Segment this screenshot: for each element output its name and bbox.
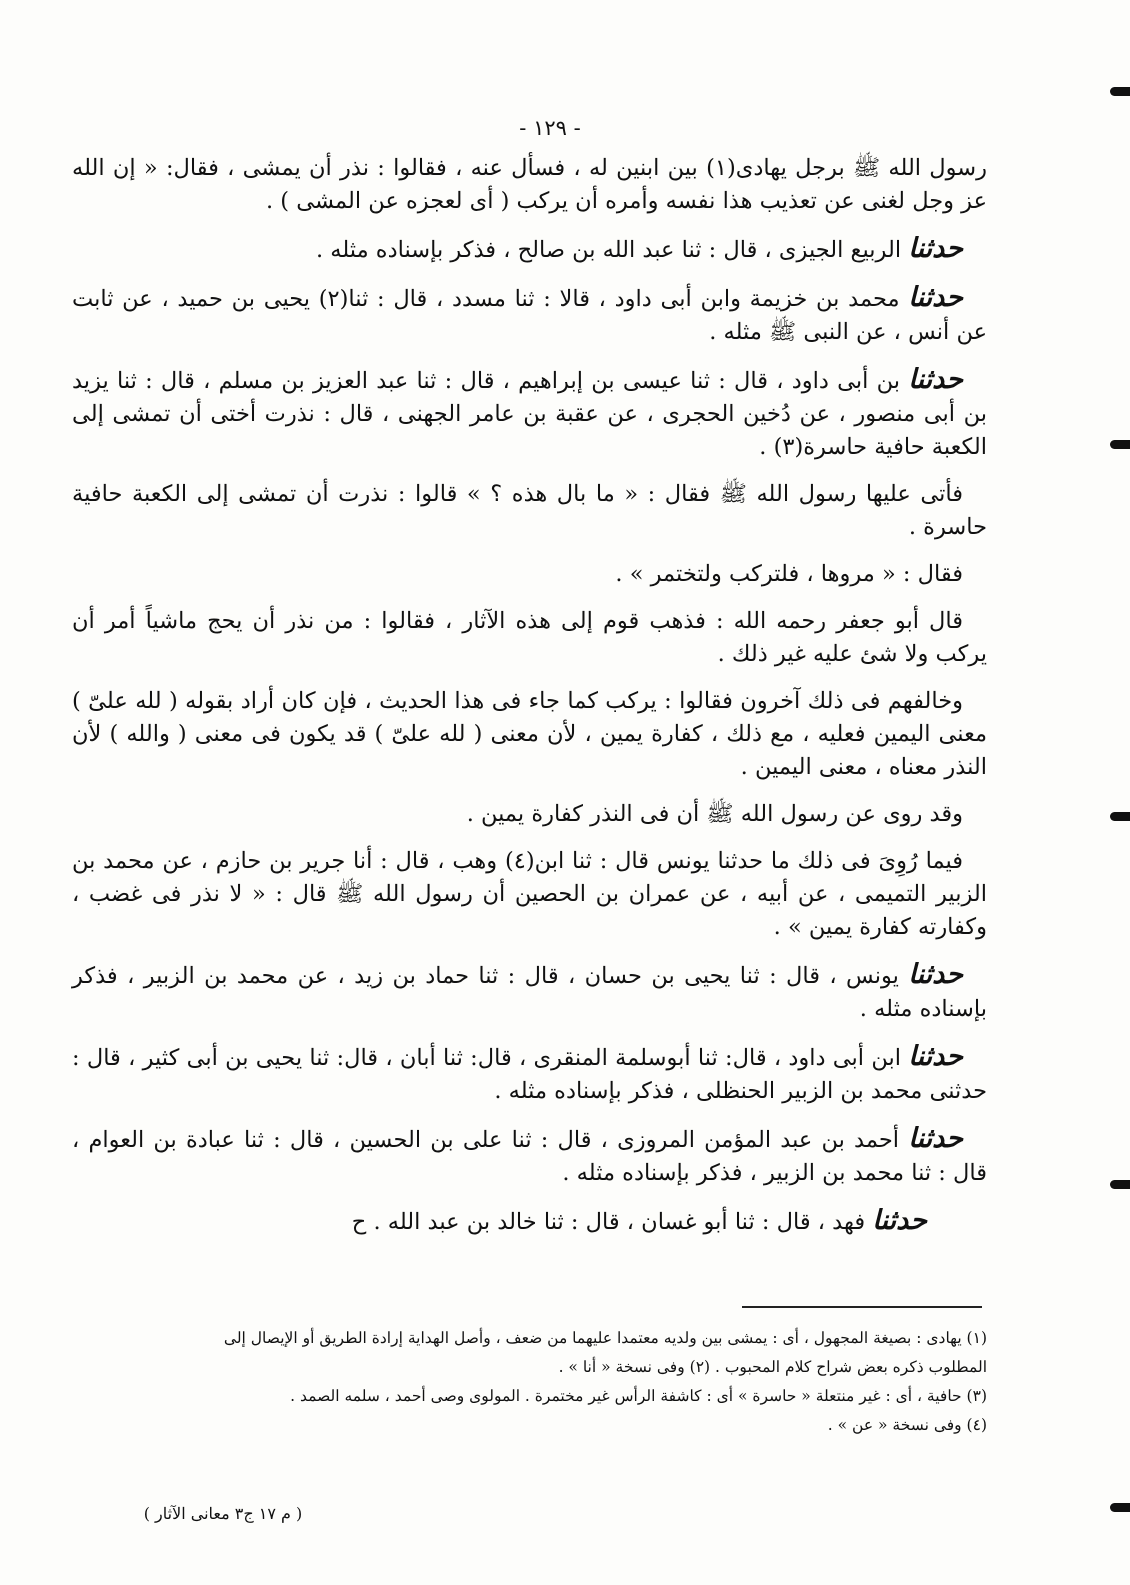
haddathana-lead: حدثنا bbox=[908, 282, 964, 313]
paragraph-4 bbox=[72, 363, 987, 464]
paragraph-text: فيما رُوِىَ فى ذلك ما حدثنا يونس قال : ثنا ابن(٤) وهب ، قال : أنا جرير بن حازم ، عن محمد بن الزبير التميمى ، عن أبيه ، عن عمران بن الحصين أن رسول الله ﷺ قال : « لا نذر فى غضب ، وكفارته كفارة يمين » . bbox=[72, 848, 987, 940]
haddathana-lead: حدثنا bbox=[908, 364, 963, 395]
paragraph-7 bbox=[72, 605, 987, 671]
footnotes bbox=[100, 1324, 987, 1440]
paragraph-13 bbox=[72, 1122, 987, 1190]
paragraph-5 bbox=[72, 478, 987, 544]
edge-mark bbox=[1110, 1503, 1130, 1512]
haddathana-lead: حدثنا bbox=[908, 1123, 963, 1154]
main-text bbox=[72, 152, 987, 1253]
paragraph-text: الربيع الجيزى ، قال : ثنا عبد الله بن صالح ، فذكر بإسناده مثله . bbox=[315, 237, 902, 263]
paragraph-text: فهد ، قال : ثنا أبو غسان ، قال : ثنا خالد بن عبد الله . ح bbox=[351, 1209, 866, 1235]
paragraph-2 bbox=[72, 232, 987, 267]
paragraph-text: محمد بن خزيمة وابن أبى داود ، قالا : ثنا مسدد ، قال : ثنا(٢) يحيى بن حميد ، عن ثابت عن أنس ، عن النبى ﷺ مثله . bbox=[72, 286, 987, 345]
paragraph-text: يونس ، قال : ثنا يحيى بن حسان ، قال : ثنا حماد بن زيد ، عن محمد بن الزبير ، فذكر بإسناده مثله . bbox=[72, 963, 987, 1022]
paragraph-text: رسول الله ﷺ برجل يهادى(١) بين ابنين له ، فسأل عنه ، فقالوا : نذر أن يمشى ، فقال: « إن الله عز وجل لغنى عن تعذيب هذا نفسه وأمره أن يركب ( أى لعجزه عن المشى ) . bbox=[72, 155, 987, 214]
footnote-separator bbox=[742, 1306, 982, 1308]
haddathana-lead: حدثنا bbox=[908, 1041, 963, 1072]
paragraph-11 bbox=[72, 958, 987, 1026]
paragraph-14 bbox=[72, 1204, 987, 1239]
edge-mark bbox=[1110, 87, 1130, 96]
paragraph-text: قال أبو جعفر رحمه الله : فذهب قوم إلى هذه الآثار ، فقالوا : من نذر أن يحج ماشياً أمر أن يركب ولا شئ عليه غير ذلك . bbox=[72, 608, 987, 667]
haddathana-lead: حدثنا bbox=[908, 959, 963, 990]
footnote-line: (٤) وفى نسخة « عن » . bbox=[827, 1416, 987, 1434]
haddathana-lead: حدثنا bbox=[908, 233, 963, 264]
paragraph-text: وخالفهم فى ذلك آخرون فقالوا : يركب كما جاء فى هذا الحديث ، فإن كان أراد بقوله ( لله علىّ ) معنى اليمين فعليه ، مع ذلك ، كفارة يمين ، لأن معنى ( لله علىّ ) قد يكون فى معنى ( والله ) لأن النذر معناه ، معنى اليمين . bbox=[72, 688, 987, 780]
paragraph-text: بن أبى داود ، قال : ثنا عيسى بن إبراهيم ، قال : ثنا عبد العزيز بن مسلم ، قال : ثنا يزيد بن أبى منصور ، عن دُخين الحجرى ، عن عقبة بن عامر الجهنى ، قال : نذرت أختى أن تمشى إلى الكعبة حافية حاسرة(٣) . bbox=[72, 368, 987, 460]
page-number: - ١٢٩ - bbox=[519, 116, 581, 140]
paragraph-12 bbox=[72, 1040, 987, 1108]
edge-mark bbox=[1110, 812, 1130, 821]
footnote-line: (١) يهادى : بصيغة المجهول ، أى : يمشى بين ولديه معتمدا عليهما من ضعف ، وأصل الهداية إرادة الطريق أو الإيصال إلى bbox=[223, 1329, 987, 1347]
haddathana-lead: حدثنا bbox=[872, 1205, 927, 1236]
footnote-line: (٣) حافية ، أى : غير منتعلة « حاسرة » أى : كاشفة الرأس غير مختمرة . المولوى وصى أحمد ، سلمه الصمد . bbox=[290, 1387, 987, 1405]
paragraph-3 bbox=[72, 281, 987, 349]
printer-signature: ( م ١٧ ج٣ معانى الآثار ) bbox=[143, 1504, 303, 1523]
footnote-line: المطلوب ذكره بعض شراح كلام المحبوب . (٢) وفى نسخة « أنا » . bbox=[558, 1358, 987, 1376]
edge-mark bbox=[1110, 1180, 1130, 1189]
paragraph-text: فأتى عليها رسول الله ﷺ فقال : « ما بال هذه ؟ » قالوا : نذرت أن تمشى إلى الكعبة حافية حاسرة . bbox=[72, 481, 987, 540]
paragraph-text: ابن أبى داود ، قال: ثنا أبوسلمة المنقرى ، قال: ثنا أبان ، قال: ثنا يحيى بن أبى كثير ، قال : حدثنى محمد بن الزبير الحنظلى ، فذكر بإسناده مثله . bbox=[72, 1045, 987, 1104]
paragraph-10 bbox=[72, 845, 987, 944]
paragraph-1 bbox=[72, 152, 987, 218]
paragraph-8 bbox=[72, 685, 987, 784]
paragraph-9 bbox=[72, 798, 987, 831]
paragraph-text: أحمد بن عبد المؤمن المروزى ، قال : ثنا على بن الحسين ، قال : ثنا عبادة بن العوام ، قال : ثنا محمد بن الزبير ، فذكر بإسناده مثله . bbox=[72, 1127, 987, 1186]
paragraph-text: فقال : « مروها ، فلتركب ولتختمر » . bbox=[615, 561, 963, 587]
paragraph-6 bbox=[72, 558, 987, 591]
edge-mark bbox=[1110, 440, 1130, 449]
paragraph-text: وقد روى عن رسول الله ﷺ أن فى النذر كفارة يمين . bbox=[466, 801, 963, 827]
